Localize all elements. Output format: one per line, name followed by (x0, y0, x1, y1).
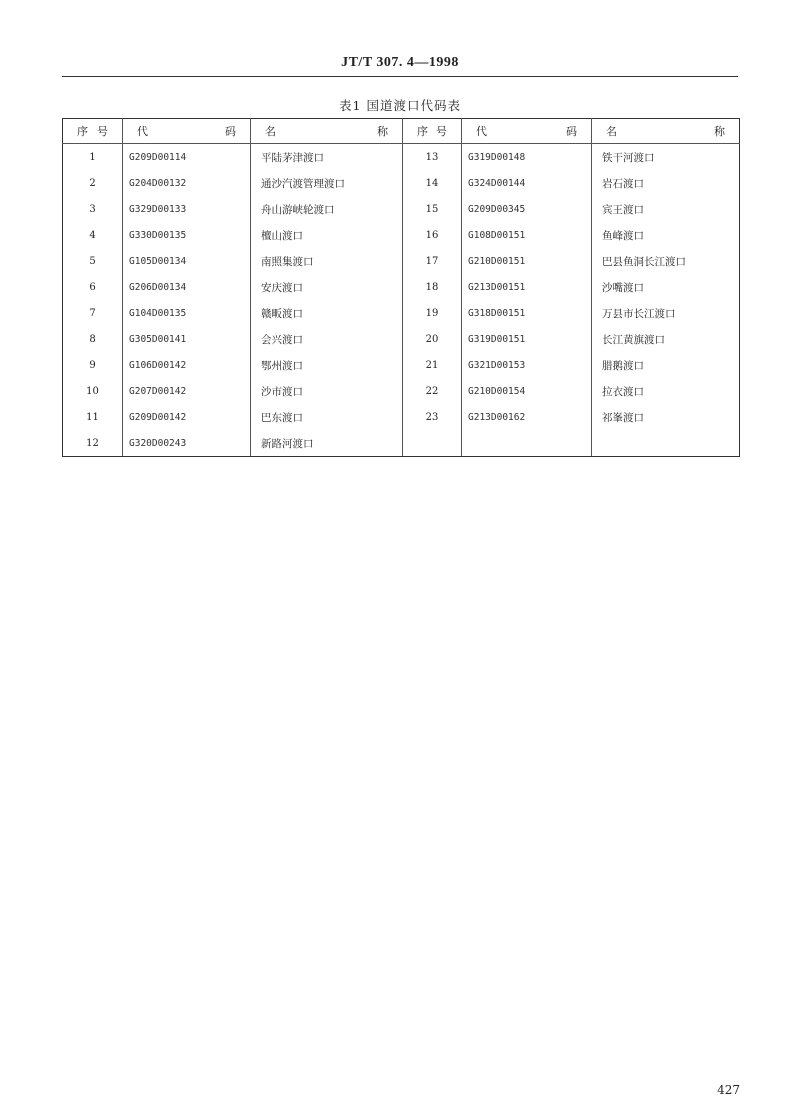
row-name-left: 巴东渡口 (251, 404, 403, 430)
row-code-right: G321D00153 (462, 352, 592, 378)
row-no-right: 14 (403, 170, 462, 196)
row-code-left: G209D00142 (123, 404, 251, 430)
row-code-left: G320D00243 (123, 430, 251, 457)
row-no-right: 22 (403, 378, 462, 404)
header-code-left: 代 码 (123, 119, 251, 144)
row-code-left: G106D00142 (123, 352, 251, 378)
row-code-left: G330D00135 (123, 222, 251, 248)
row-name-right: 岩石渡口 (592, 170, 740, 196)
row-code-left: G305D00141 (123, 326, 251, 352)
row-name-right: 鱼峰渡口 (592, 222, 740, 248)
row-no-left: 2 (63, 170, 123, 196)
table-row (63, 378, 740, 404)
row-code-right: G319D00148 (462, 144, 592, 171)
row-no-left: 9 (63, 352, 123, 378)
row-name-left: 新路河渡口 (251, 430, 403, 457)
row-no-right (403, 430, 462, 457)
row-no-left: 4 (63, 222, 123, 248)
row-no-left: 8 (63, 326, 123, 352)
row-no-right: 17 (403, 248, 462, 274)
row-name-right: 沙嘴渡口 (592, 274, 740, 300)
row-code-left: G329D00133 (123, 196, 251, 222)
row-name-right: 长江黄旗渡口 (592, 326, 740, 352)
row-name-left: 舟山游峡轮渡口 (251, 196, 403, 222)
row-name-right: 铁干河渡口 (592, 144, 740, 171)
row-code-left: G204D00132 (123, 170, 251, 196)
row-code-left: G104D00135 (123, 300, 251, 326)
row-code-right (462, 430, 592, 457)
row-no-left: 5 (63, 248, 123, 274)
table-row (63, 222, 740, 248)
row-name-left: 通沙汽渡管理渡口 (251, 170, 403, 196)
row-name-left: 平陆茅津渡口 (251, 144, 403, 171)
page-number: 427 (717, 1083, 740, 1097)
row-code-right: G108D00151 (462, 222, 592, 248)
row-no-right: 20 (403, 326, 462, 352)
row-code-right: G318D00151 (462, 300, 592, 326)
standard-number: JT/T 307. 4—1998 (341, 55, 459, 70)
table-row (63, 144, 740, 171)
table-body (63, 144, 740, 457)
row-no-left: 12 (63, 430, 123, 457)
row-name-right: 拉衣渡口 (592, 378, 740, 404)
row-name-right: 宾王渡口 (592, 196, 740, 222)
row-code-right: G319D00151 (462, 326, 592, 352)
row-code-right: G210D00151 (462, 248, 592, 274)
row-code-left: G207D00142 (123, 378, 251, 404)
row-name-right: 万县市长江渡口 (592, 300, 740, 326)
row-name-left: 檀山渡口 (251, 222, 403, 248)
row-code-right: G213D00151 (462, 274, 592, 300)
header-code-right: 代 码 (462, 119, 592, 144)
header-seq-right: 序 号 (403, 119, 462, 144)
row-code-right: G213D00162 (462, 404, 592, 430)
table-row (63, 430, 740, 457)
row-no-left: 11 (63, 404, 123, 430)
table-caption: 表1 国道渡口代码表 (339, 98, 461, 113)
row-no-right: 18 (403, 274, 462, 300)
row-name-left: 会兴渡口 (251, 326, 403, 352)
table-row (63, 248, 740, 274)
row-no-right: 23 (403, 404, 462, 430)
row-code-right: G210D00154 (462, 378, 592, 404)
row-no-right: 13 (403, 144, 462, 171)
row-name-right: 腊鹅渡口 (592, 352, 740, 378)
row-no-left: 7 (63, 300, 123, 326)
row-no-right: 15 (403, 196, 462, 222)
header-seq-left: 序 号 (63, 119, 123, 144)
table-header-row (63, 119, 740, 144)
row-name-left: 安庆渡口 (251, 274, 403, 300)
row-code-left: G206D00134 (123, 274, 251, 300)
row-no-left: 6 (63, 274, 123, 300)
row-code-left: G105D00134 (123, 248, 251, 274)
table-row (63, 170, 740, 196)
row-no-right: 16 (403, 222, 462, 248)
row-no-left: 10 (63, 378, 123, 404)
table-row (63, 352, 740, 378)
header-name-left: 名 称 (251, 119, 403, 144)
row-name-left: 赣畈渡口 (251, 300, 403, 326)
row-no-right: 19 (403, 300, 462, 326)
table-row (63, 196, 740, 222)
row-name-right: 巴县鱼洞长江渡口 (592, 248, 740, 274)
row-name-right: 祁峯渡口 (592, 404, 740, 430)
row-code-right: G209D00345 (462, 196, 592, 222)
ferry-code-table (62, 118, 740, 457)
row-name-left: 鄂州渡口 (251, 352, 403, 378)
row-name-left: 沙市渡口 (251, 378, 403, 404)
table-row (63, 326, 740, 352)
row-name-left: 南照集渡口 (251, 248, 403, 274)
table-row (63, 300, 740, 326)
row-no-left: 3 (63, 196, 123, 222)
header-name-right: 名 称 (592, 119, 740, 144)
row-code-left: G209D00114 (123, 144, 251, 171)
table-row (63, 404, 740, 430)
row-name-right (592, 430, 740, 457)
row-no-left: 1 (63, 144, 123, 171)
row-code-right: G324D00144 (462, 170, 592, 196)
table-row (63, 274, 740, 300)
row-no-right: 21 (403, 352, 462, 378)
header-rule (62, 76, 738, 77)
